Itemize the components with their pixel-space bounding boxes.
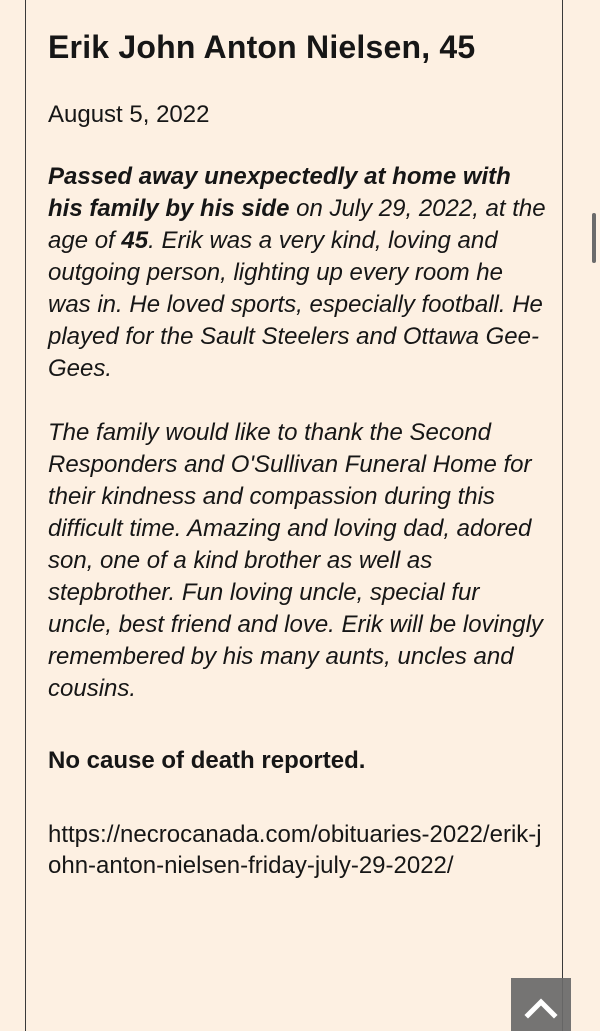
obituary-title: Erik John Anton Nielsen, 45: [48, 29, 476, 65]
obituary-paragraph-2: The family would like to thank the Second Responders and O'Sullivan Funeral Home for their kindness and compassion during this difficult time. Amazing and loving dad, adored son, one of a kind brother as well as stepbrother. Fun loving uncle, special fur uncle, best friend and love. Erik will be lovingly remembered by his many aunts, uncles and cousins.: [48, 419, 543, 703]
paragraph-1-text-a: on July 29, 2022, at the age of: [48, 195, 546, 255]
opening-bold-phrase: Passed away unexpectedly at home with his family by his side: [48, 163, 511, 223]
back-to-top-button[interactable]: [511, 978, 571, 1031]
cause-of-death-note: No cause of death reported.: [48, 747, 366, 775]
obituary-paragraph-1: [48, 161, 548, 385]
age-bold: 45: [121, 227, 149, 255]
scrollbar-thumb[interactable]: [592, 213, 596, 263]
paragraph-1-text-b: . Erik was a very kind, loving and outgoing person, lighting up every room he was in. He loved sports, especially football. He played for the Sault Steelers and Ottawa Gee-Gees.: [48, 227, 543, 383]
chevron-up-icon: [524, 997, 558, 1019]
source-link[interactable]: https://necrocanada.com/obituaries-2022/erik-john-anton-nielsen-friday-july-29-2022/: [48, 821, 542, 880]
obituary-date: August 5, 2022: [48, 101, 210, 129]
obituary-article: [48, 18, 548, 881]
